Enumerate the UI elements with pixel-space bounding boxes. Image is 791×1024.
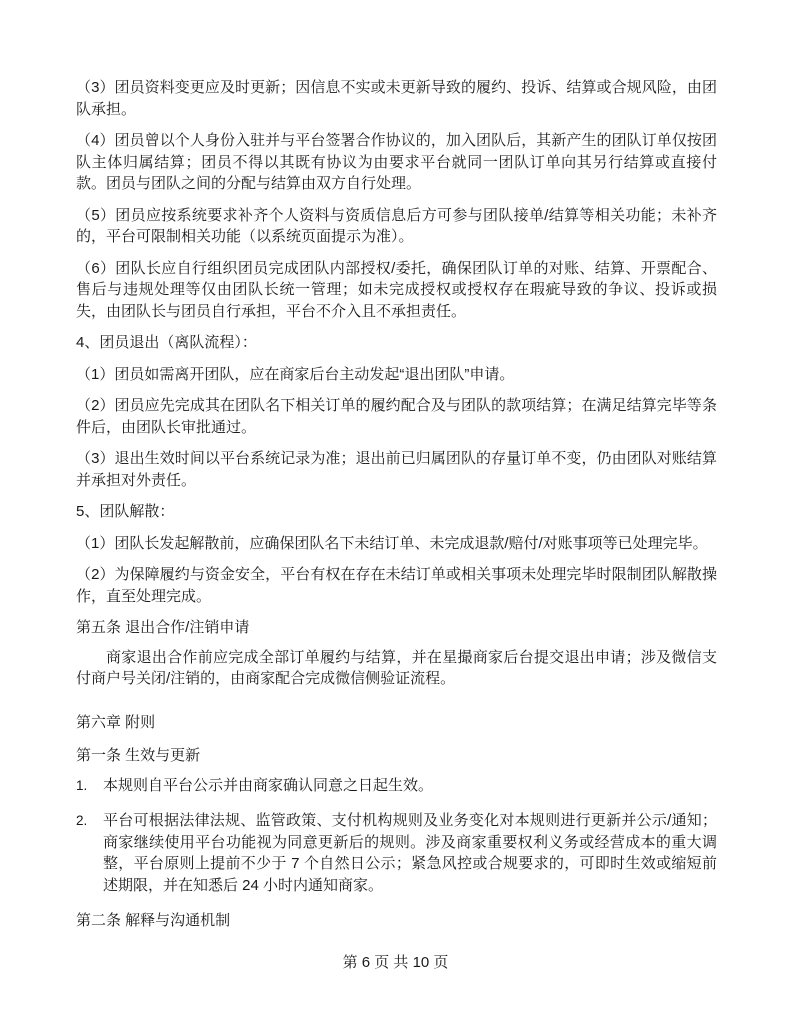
list-item-number: 2. xyxy=(76,813,88,828)
paragraph: （3）退出生效时间以平台系统记录为准；退出前已归属团队的存量订单不变，仍由团队对账结算并承担对外责任。 xyxy=(76,450,717,489)
paragraph: （2）团员应先完成其在团队名下相关订单的履约配合及与团队的款项结算；在满足结算完毕等条件后，由团队长审批通过。 xyxy=(76,397,717,436)
page-number-label: 第 6 页 共 10 页 xyxy=(342,954,449,971)
paragraph: （1）团员如需离开团队，应在商家后台主动发起“退出团队”申请。 xyxy=(76,365,515,383)
section-heading: 第一条 生效与更新 xyxy=(76,747,201,764)
paragraph-indented: 商家退出合作前应完成全部订单履约与结算，并在星撮商家后台提交退出申请；涉及微信支付商户号关闭/注销的，由商家配合完成微信侧验证流程。 xyxy=(76,648,717,687)
paragraph: （6）团队长应自行组织团员完成团队内部授权/委托，确保团队订单的对账、结算、开票配合、售后与违规处理等仅由团队长统一管理；如未完成授权或授权存在瑕疵导致的争议、投诉或损失，由团队长与团员自行承担，平台不介入且不承担责任。 xyxy=(76,259,717,320)
paragraph: （5）团员应按系统要求补齐个人资料与资质信息后方可参与团队接单/结算等相关功能；未补齐的，平台可限制相关功能（以系统页面提示为准）。 xyxy=(76,206,717,245)
list-item xyxy=(76,775,717,797)
chapter-heading: 第六章 附则 xyxy=(76,713,156,731)
list-item-text: 平台可根据法律法规、监管政策、支付机构规则及业务变化对本规则进行更新并公示/通知；商家继续使用平台功能视为同意更新后的规则。涉及商家重要权利义务或经营成本的重大调整，平台原则上提前不少于 7 个自然日公示；紧急风控或合规要求的，可即时生效或缩短前述期限，并在知悉后 24 小时内通知商家。 xyxy=(103,812,717,894)
page-footer xyxy=(0,954,791,972)
list-item-text: 本规则自平台公示并由商家确认同意之日起生效。 xyxy=(103,776,434,794)
paragraph: 5、团队解散： xyxy=(76,503,175,520)
section-heading: 第五条 退出合作/注销申请 xyxy=(76,619,250,636)
paragraph: 4、团员退出（离队流程）： xyxy=(76,334,257,351)
paragraph: （2）为保障履约与资金安全，平台有权在存在未结订单或相关事项未处理完毕时限制团队解散操作，直至处理完成。 xyxy=(76,566,717,605)
section-heading: 第二条 解释与沟通机制 xyxy=(76,912,231,929)
list-item-number: 1. xyxy=(76,777,88,793)
paragraph: （1）团队长发起解散前，应确保团队名下未结订单、未完成退款/赔付/对账事项等已处理完毕。 xyxy=(76,534,708,552)
paragraph: （4）团员曾以个人身份入驻并与平台签署合作协议的，加入团队后，其新产生的团队订单仅按团队主体归属结算；团员不得以其既有协议为由要求平台就同一团队订单向其另行结算或直接付款。团员与团队之间的分配与结算由双方自行处理。 xyxy=(76,132,717,192)
paragraph: （3）团员资料变更应及时更新；因信息不实或未更新导致的履约、投诉、结算或合规风险，由团队承担。 xyxy=(76,79,717,118)
list-item xyxy=(76,810,717,896)
